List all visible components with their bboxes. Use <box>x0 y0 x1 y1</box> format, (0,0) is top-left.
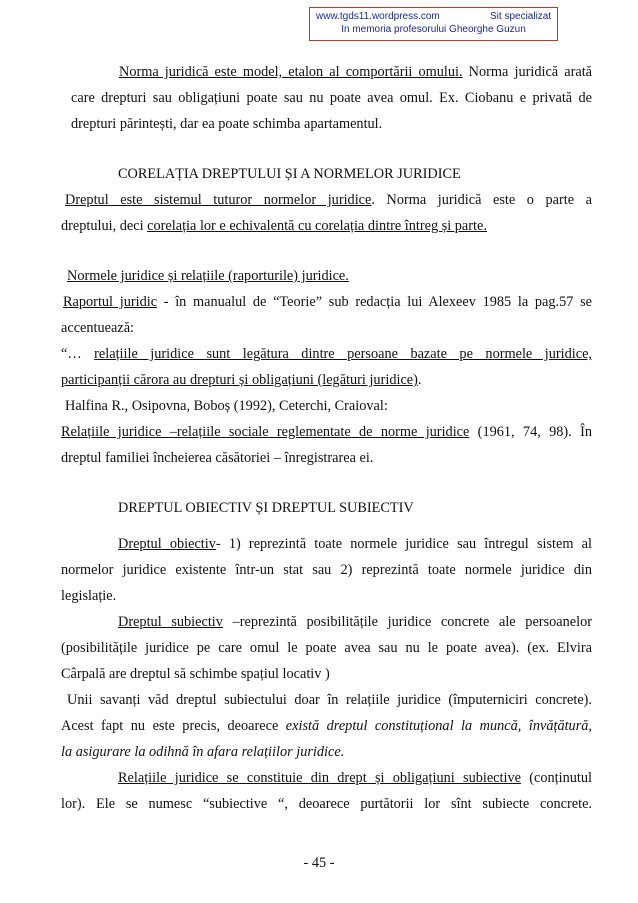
paragraph-line <box>61 59 592 85</box>
document-body <box>61 59 592 817</box>
paragraph-line <box>61 263 592 289</box>
section-heading: DREPTUL OBIECTIV ȘI DREPTUL SUBIECTIV <box>118 500 414 516</box>
text: “… <box>61 346 95 362</box>
paragraph-line <box>61 341 592 367</box>
paragraph-line: accentuează: <box>61 320 135 336</box>
underlined-text: Dreptul obiectiv <box>118 536 216 552</box>
paragraph-line: (posibilitățile juridice pe care omul le poate avea sau nu le poate avea). (ex. Elvira <box>61 640 592 656</box>
paragraph-line <box>61 419 592 445</box>
underlined-text: Raportul juridic <box>63 294 158 310</box>
paragraph-line: Unii savanți văd dreptul subiectului doar în relațiile juridice (împuterniciri concrete). <box>67 692 592 708</box>
paragraph-line: care drepturi sau obligațiuni poate sau nu poate avea omul. Ex. Ciobanu e privată de <box>71 90 592 106</box>
underlined-text: relațiile juridice sunt legătura dintre persoane bazate pe normele juridice, <box>94 346 592 362</box>
paragraph-line <box>61 531 592 557</box>
paragraph-line: dreptul familiei încheierea căsătoriei – înregistrarea ei. <box>61 450 374 466</box>
paragraph-line <box>61 187 592 213</box>
paragraph-line <box>61 289 592 315</box>
paragraph-line <box>61 367 592 393</box>
italic-text: la asigurare la odihnă în afara relațiilor juridice. <box>61 744 345 760</box>
paragraph-line: Halfina R., Osipovna, Boboș (1992), Ceterchi, Craioval: <box>65 398 388 414</box>
text: - 1) reprezintă toate normele juridice sau întregul sistem al <box>215 536 592 552</box>
section-heading: CORELAȚIA DREPTULUI ȘI A NORMELOR JURIDICE <box>118 166 461 182</box>
paragraph-line: legislație. <box>61 588 117 604</box>
italic-text: există dreptul constituțional la muncă, învățătură, <box>285 718 592 734</box>
underlined-text: Relațiile juridice –relațiile sociale reglementate de norme juridice <box>61 424 470 440</box>
text: Acest fapt nu este precis, deoarece <box>61 718 286 734</box>
paragraph-line <box>61 713 592 739</box>
paragraph-line <box>61 213 592 239</box>
text: Norma juridică arată <box>462 64 593 80</box>
header-tag: Sit specializat <box>490 11 552 22</box>
underlined-text: Relațiile juridice se constituie din drept și obligațiuni subiective <box>118 770 521 786</box>
text: –reprezintă posibilitățile juridice concrete ale persoanelor <box>222 614 592 630</box>
paragraph-line: normelor juridice existente într-un stat sau 2) reprezintă toate normele juridice din <box>61 562 592 578</box>
underlined-text: Norma juridică este model, etalon al comportării omului. <box>119 64 463 80</box>
paragraph-line: drepturi părintești, dar ea poate schimba apartamentul. <box>71 116 383 132</box>
text: (conținutul <box>520 770 592 786</box>
paragraph-line <box>61 609 592 635</box>
header-box <box>309 7 558 41</box>
text: . Norma juridică este o parte a <box>371 192 592 208</box>
text: - în manualul de “Teorie” sub redacția lui Alexeev 1985 la pag.57 se <box>157 294 592 310</box>
text: . <box>417 372 422 388</box>
underlined-text: corelația lor e echivalentă cu corelația dintre întreg și parte. <box>147 218 487 234</box>
text: (1961, 74, 98). În <box>469 424 592 440</box>
underlined-text: Dreptul este sistemul tuturor normelor juridice <box>65 192 372 208</box>
paragraph-line: lor). Ele se numesc “subiective “, deoarece purtătorii lor sînt subiecte concrete. <box>61 796 592 812</box>
underlined-text: participanții cărora au drepturi și obligațiuni (legături juridice) <box>61 372 418 388</box>
paragraph-line <box>61 739 592 765</box>
underlined-text: Normele juridice și relațiile (raporturile) juridice. <box>67 268 349 284</box>
underlined-text: Dreptul subiectiv <box>118 614 223 630</box>
paragraph-line <box>61 765 592 791</box>
text: dreptului, deci <box>61 218 148 234</box>
header-memorial: In memoria profesorului Gheorghe Guzun <box>341 24 526 35</box>
header-website: www.tgds11.wordpress.com <box>316 11 440 22</box>
paragraph-line: Cârpală are dreptul să schimbe spațiul locativ ) <box>61 666 330 682</box>
page-number: - 45 - <box>303 855 335 871</box>
